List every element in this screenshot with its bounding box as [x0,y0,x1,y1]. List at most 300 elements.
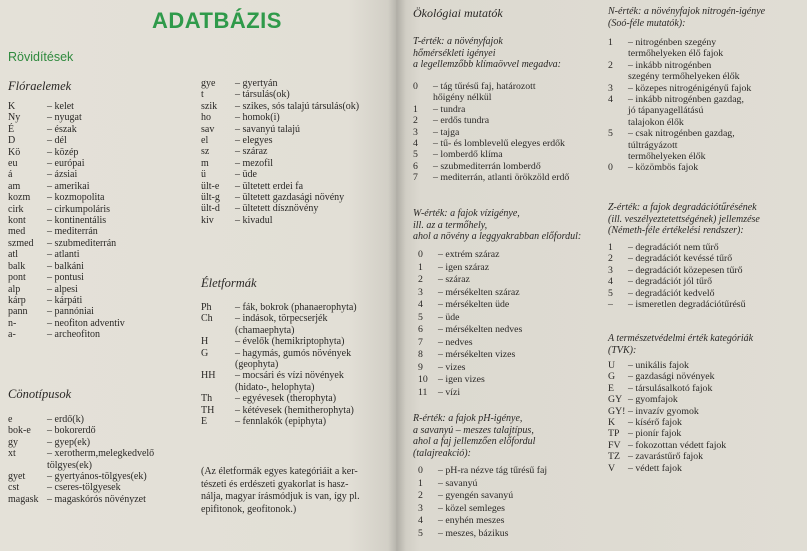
t-item-value: – tág tűrésű faj, határozott [433,81,536,92]
r-item-key: 0 [418,465,423,476]
n-item-key: 0 [608,162,613,174]
abbrev-item-row [201,89,359,100]
t-head-line: T-érték: a növényfajok [413,36,503,47]
z-item-key: 2 [608,253,613,265]
r-item-row [418,490,547,503]
flora-item-row [8,169,125,180]
abbrev-item-key: ho [201,112,211,124]
flora-item-value: – kozmopolita [47,192,105,204]
r-item-key: 2 [418,490,423,501]
abbrev-item-value: – társulás(ok) [235,89,290,101]
flora-elements-list [8,101,125,341]
z-head-line: Z-érték: a fajok degradációtűrésének [608,202,757,213]
ceno-item-value: – xerotherm,melegkedvelő [47,448,155,460]
w-item-row [418,262,522,275]
tvk-item-key: TZ [608,451,620,463]
z-value-list [608,242,746,310]
flora-item-value: – nyugat [47,112,82,124]
flora-item-value: – balkáni [47,260,84,272]
note-line: tészeti és erdészeti gyakorlat is hasz- [201,478,349,490]
tvk-item-row [608,451,726,462]
r-item-value: – gyengén savanyú [438,490,514,501]
abbrev-item-value: – szikes, sós talajú társulás(ok) [235,100,360,112]
z-item-value: – degradációt kevéssé tűrő [628,253,733,265]
w-item-row [418,274,522,287]
flora-item-row [8,261,125,272]
n-item-row [608,37,751,48]
t-item-value: – tű- és lomblevelű elegyes erdők [433,138,565,150]
tvk-item-key: E [608,382,614,394]
abbrev-item-row [201,124,359,135]
n-item-key [608,71,628,82]
r-item-value: – meszes, bázikus [438,527,509,539]
flora-item-key: kárp [8,294,26,306]
z-item-key: – [608,299,613,311]
t-item-row [413,149,569,160]
tvk-item-key: U [608,360,616,371]
ceno-item-key: cst [8,482,20,494]
w-item-row [418,324,522,337]
flora-item-value: – mediterrán [47,226,98,238]
ceno-item-value: – bokorerdő [47,425,96,437]
tvk-item-value: – gyomfajok [628,394,678,406]
life-form-item-key [201,382,235,393]
life-form-item-key: H [201,336,209,348]
flora-item-row [8,226,125,237]
life-form-item-key: G [201,347,209,359]
t-item-value: hőigény nélkül [433,92,492,104]
r-item-value: – savanyú [438,477,478,489]
t-item-key: 6 [413,160,418,172]
w-item-row [418,312,522,325]
life-forms-note [201,466,360,516]
right-page [396,0,807,551]
ceno-item-row [8,425,154,436]
n-item-row [608,83,751,94]
w-head-line: W-érték: a fajok vízigénye, [413,208,520,219]
n-item-key: 2 [608,59,613,71]
r-item-key: 4 [418,515,423,526]
n-item-key [608,140,628,151]
tvk-item-row [608,406,726,417]
t-item-row [413,92,569,103]
n-item-row [608,71,751,82]
tvk-item-row [608,383,726,394]
flora-item-key: n- [8,317,17,329]
life-form-item-key: E [201,416,208,428]
ceno-item-value: – cseres-tölgyesek [47,482,121,494]
t-item-value: – szubmediterrán lomberdő [433,160,541,172]
t-item-key: 4 [413,138,418,150]
w-item-value: – igen vizes [438,374,485,385]
cenotypes-list [8,414,154,505]
heading-life-forms: Életformák [201,276,257,290]
w-head-line: ill. az a termőhely, [413,219,488,231]
n-item-key: 1 [608,37,613,48]
flora-item-value: – neofiton adventiv [47,317,125,329]
z-value-heading [608,202,760,237]
n-item-key [608,151,628,162]
tvk-item-row [608,428,726,439]
n-item-row [608,48,751,59]
r-item-row [418,515,547,528]
abbrev-item-value: – gyertyán [235,78,278,89]
t-head-line: hőmérsékleti igényei [413,47,496,59]
flora-item-value: – kárpáti [47,294,83,306]
page-title: ADATBÁZIS [152,8,282,33]
abbrev-item-row [201,215,359,226]
ceno-item-key: gy [8,436,18,448]
w-item-key: 1 [418,261,423,273]
ceno-item-row [8,482,154,493]
ceno-item-value: – magaskórós növényzet [47,493,146,505]
abbrev-item-key: m [201,157,209,169]
n-item-row [608,117,751,128]
life-forms-list [201,302,357,427]
flora-item-value: – észak [47,123,77,135]
w-item-value: – mérsékelten nedves [438,324,523,335]
w-item-key: 9 [418,361,423,373]
flora-item-key: á [8,169,13,181]
n-value-list [608,37,751,174]
t-item-key: 1 [413,103,418,115]
life-form-item-value: – indások, törpecserjék [235,313,328,325]
abbrev-item-row [201,192,359,203]
abbrev-item-value: – homok(i) [235,112,280,124]
t-item-row [413,81,569,92]
tvk-item-row [608,360,726,371]
life-form-item-value: – kétévesek (hemitherophyta) [235,404,354,416]
z-item-value: – degradációt nem tűrő [628,242,719,253]
n-item-value: túltrágyázott [628,139,678,151]
n-item-value: – inkább nitrogénben [628,59,712,71]
w-item-key: 8 [418,349,423,360]
ceno-item-value: tölgyes(ek) [47,459,92,471]
life-form-item-row [201,336,357,347]
tvk-item-value: – pionír fajok [628,428,682,440]
n-item-value: termőhelyeken élő fajok [628,48,724,60]
n-item-value: – közepes nitrogénigényű fajok [628,82,752,94]
t-item-value: – tajga [433,126,460,138]
flora-item-row [8,238,125,249]
w-item-row [418,337,522,350]
abbrev-item-value: – száraz [235,146,268,158]
life-form-item-key [201,359,235,370]
flora-item-key: am [8,180,21,192]
flora-item-key: kozm [8,192,31,204]
r-item-key: 3 [418,502,423,514]
ceno-item-key: magask [8,493,39,505]
ceno-item-row [8,448,154,459]
tvk-item-row [608,417,726,428]
abbrev-item-key: kiv [201,214,214,226]
w-item-key: 5 [418,311,423,323]
abbrev-item-key: sav [201,123,215,135]
abbreviations-list-2 [201,78,359,226]
abbrev-item-key: ült-d [201,203,220,215]
abbrev-item-value: – ültetett dísznövény [235,203,319,215]
flora-item-row [8,295,125,306]
flora-item-value: – atlanti [47,249,80,261]
tvk-item-key: V [608,462,616,474]
w-item-value: – száraz [438,274,470,285]
abbrev-item-key: el [201,135,209,147]
flora-item-value: – dél [47,135,67,147]
n-item-key [608,117,628,128]
note-line: epifitonok, geofitonok.) [201,503,297,515]
ceno-item-value: – gyertyános-tölgyes(ek) [47,471,147,483]
flora-item-row [8,215,125,226]
abbrev-item-key: ült-g [201,192,220,204]
z-item-key: 5 [608,287,613,299]
ceno-item-key: e [8,414,13,425]
w-item-value: – vízi [438,386,461,398]
z-item-row [608,242,746,253]
flora-item-value: – kelet [47,101,74,112]
t-item-value: – lomberdő klíma [433,149,503,161]
n-item-key: 5 [608,128,613,140]
n-item-value: – közömbös fajok [628,162,699,174]
note-line: (Az életformák egyes kategóriáit a ker- [201,466,358,477]
w-item-value: – extrém száraz [438,249,500,260]
life-form-item-row [201,382,357,393]
flora-item-key: cirk [8,203,24,215]
w-item-value: – mérsékelten vizes [438,349,516,360]
flora-item-key: szmed [8,237,34,249]
life-form-item-key: HH [201,370,216,382]
abbrev-item-row [201,112,359,123]
flora-item-value: – amerikai [47,180,90,192]
n-item-row [608,151,751,162]
flora-item-key: K [8,101,16,112]
flora-item-value: – európai [47,158,85,170]
w-item-key: 2 [418,274,423,285]
z-item-row [608,276,746,287]
flora-item-row [8,112,125,123]
n-item-value: jó tápanyagellátású [628,105,704,117]
w-item-row [418,299,522,312]
r-item-value: – közel semleges [438,502,505,514]
w-item-value: – mérsékelten száraz [438,286,520,298]
flora-item-row [8,284,125,295]
t-item-key [413,92,433,103]
flora-item-key: kont [8,215,26,227]
n-item-row [608,60,751,71]
life-form-item-value: (chamaephyta) [235,324,295,336]
note-line: nálja, magyar írásmódjuk is van, így pl. [201,491,360,502]
z-item-value: – ismeretlen degradációtűrésű [628,299,746,311]
r-item-row [418,478,547,491]
z-item-row [608,253,746,264]
flora-item-value: – közép [47,146,79,158]
flora-item-row [8,135,125,146]
heading-cenotypes: Cönotípusok [8,387,72,401]
n-item-key [608,105,628,116]
heading-ecological-indicators: Ökológiai mutatók [413,6,503,20]
z-head-line: (ill. veszélyeztetettségének) jellemzése [608,213,760,225]
abbrev-item-row [201,169,359,180]
life-form-item-row [201,393,357,404]
life-form-item-row [201,370,357,381]
r-value-heading [413,413,535,459]
n-item-key: 4 [608,94,613,106]
r-item-row [418,465,547,478]
n-item-value: szegény termőhelyeken élők [628,71,740,83]
abbrev-item-value: – ültetett gazdasági növény [235,192,345,204]
w-value-list [418,249,522,399]
w-item-key: 4 [418,299,423,310]
t-head-line: a legellemzőbb klímaövvel megadva: [413,59,562,70]
w-item-key: 10 [418,374,428,385]
life-form-item-row [201,359,357,370]
life-form-item-key: Ch [201,313,213,325]
t-item-key: 7 [413,172,418,184]
life-form-item-value: – egyévesek (therophyta) [235,393,337,405]
life-form-item-value: – fennlakók (epiphyta) [235,416,327,428]
tvk-item-value: – unikális fajok [628,360,689,371]
flora-item-key: alp [8,283,21,295]
abbrev-item-row [201,101,359,112]
r-item-row [418,528,547,541]
abbrev-item-key: sz [201,146,210,158]
life-form-item-value: – hagymás, gumós növények [235,347,352,359]
ceno-item-row [8,414,154,425]
tvk-item-value: – védett fajok [628,462,682,474]
t-item-value: – mediterrán, atlanti örökzöld erdő [433,172,570,184]
tvk-item-key: GY [608,394,623,406]
ceno-item-value: – gyep(ek) [47,436,91,448]
abbrev-item-row [201,181,359,192]
r-item-value: – pH-ra nézve tág tűrésű faj [438,465,548,476]
w-item-row [418,374,522,387]
n-item-key [608,48,628,59]
z-item-row [608,288,746,299]
tvk-item-row [608,440,726,451]
abbrev-item-value: – mezofil [235,157,274,169]
tvk-item-value: – társulásalkotó fajok [628,382,713,394]
flora-item-row [8,124,125,135]
flora-item-key: med [8,226,26,238]
flora-item-value: – szubmediterrán [47,237,117,249]
t-item-row [413,161,569,172]
r-item-key: 5 [418,527,423,539]
ceno-item-row [8,437,154,448]
flora-item-value: – ázsiai [47,169,78,181]
life-form-item-value: (hidato-, helophyta) [235,381,315,393]
w-item-key: 7 [418,336,423,348]
life-form-item-value: – évelők (hemikriptophyta) [235,336,345,348]
heading-flora-elements: Flóraelemek [8,79,72,93]
life-form-item-row [201,325,357,336]
flora-item-row [8,147,125,158]
w-item-key: 3 [418,286,423,298]
z-head-line: (Németh-féle értékelési rendszer): [608,225,744,236]
w-item-value: – mérsékelten üde [438,299,510,310]
abbrev-item-row [201,203,359,214]
abbrev-item-key: ü [201,169,206,181]
abbrev-item-row [201,158,359,169]
flora-item-value: – kontinentális [47,215,107,227]
flora-item-row [8,204,125,215]
book-gutter [388,0,406,551]
life-form-item-value: – fák, bokrok (phanaerophyta) [235,302,357,313]
t-item-row [413,138,569,149]
n-item-value: – nitrogénben szegény [628,37,717,48]
life-form-item-value: – mocsári és vízi növények [235,370,344,382]
ceno-item-key [8,460,47,471]
tvk-item-key: FV [608,439,621,451]
t-item-key: 2 [413,115,418,127]
tvk-item-key: TP [608,428,620,440]
flora-item-row [8,306,125,317]
tvk-item-value: – zavarástűrő fajok [628,451,704,463]
abbrev-item-value: – kivadul [235,214,273,226]
flora-item-row [8,101,125,112]
tvk-list [608,360,726,474]
tvk-item-row [608,463,726,474]
n-item-row [608,94,751,105]
r-item-value: – enyhén meszes [438,515,505,526]
z-item-row [608,299,746,310]
flora-item-key: É [8,123,15,135]
tvk-heading [608,333,753,356]
abbrev-item-value: – elegyes [235,135,273,147]
r-item-key: 1 [418,477,423,489]
abbrev-item-value: – üde [235,169,257,181]
abbrev-item-key: ült-e [201,180,220,192]
flora-item-key: Ny [8,112,21,124]
left-page [0,0,396,551]
flora-item-key: atl [8,249,18,261]
abbrev-item-row [201,135,359,146]
w-item-row [418,362,522,375]
z-item-value: – degradációt kedvelő [628,287,715,299]
ceno-item-row [8,460,154,471]
n-value-heading [608,6,765,29]
tvk-item-key: K [608,417,616,429]
flora-item-key: pont [8,272,26,284]
flora-item-key: pann [8,306,28,318]
abbrev-item-key: szik [201,100,218,112]
ceno-item-key: xt [8,448,16,460]
tvk-item-key: GY! [608,405,626,417]
z-item-key: 4 [608,276,613,288]
n-item-row [608,162,751,173]
n-head-line: N-érték: a növényfajok nitrogén-igénye [608,6,766,17]
z-item-key: 3 [608,264,613,276]
life-form-item-key: TH [201,404,215,416]
tvk-item-value: – fokozottan védett fajok [628,439,727,451]
t-value-list [413,81,569,184]
ceno-item-row [8,471,154,482]
n-item-row [608,140,751,151]
life-form-item-key: Ph [201,302,212,313]
t-item-value: – tundra [433,103,466,115]
flora-item-key: a- [8,329,16,341]
life-form-item-key [201,325,235,336]
t-item-value: – erdős tundra [433,115,490,127]
n-item-row [608,105,751,116]
t-item-row [413,172,569,183]
w-item-row [418,249,522,262]
tvk-item-row [608,371,726,382]
w-item-value: – igen száraz [438,261,490,273]
flora-item-value: – alpesi [47,283,78,295]
tvk-head-line: (TVK): [608,344,637,356]
flora-item-value: – pontusi [47,272,84,284]
r-head-line: (talajreakció): [413,447,471,459]
n-item-value: – inkább nitrogénben gazdag, [628,94,744,106]
